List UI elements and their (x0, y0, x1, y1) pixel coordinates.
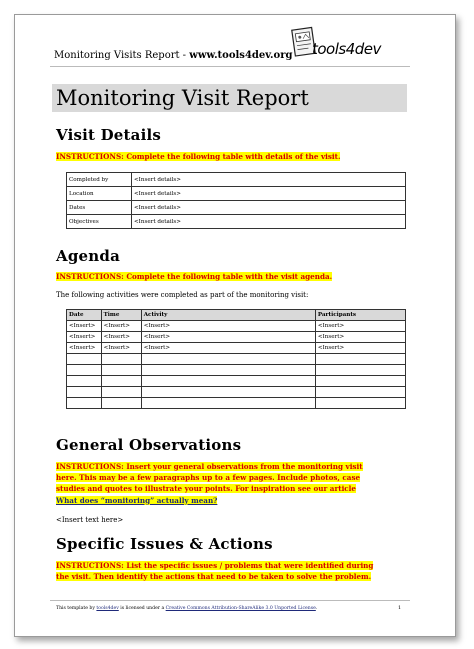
agenda-cell[interactable]: <Insert> (141, 321, 315, 332)
visit-details-value[interactable]: <Insert details> (132, 187, 406, 201)
specific-issues-instructions: INSTRUCTIONS: List the specific issues / problems that were identified during the visit. Then identify the actions that need to be taken to solve the problem. (56, 561, 374, 582)
agenda-cell[interactable] (67, 354, 102, 365)
agenda-cell[interactable] (67, 376, 102, 387)
monitoring-article-link[interactable]: What does “monitoring” actually mean? (56, 495, 218, 505)
header-text: Monitoring Visits Report - (54, 50, 190, 61)
agenda-column-header: Time (101, 310, 141, 321)
footer-site-link[interactable]: tools4dev (96, 606, 119, 611)
visit-details-label: Location (67, 187, 132, 201)
agenda-cell[interactable]: <Insert> (101, 321, 141, 332)
general-observations-instructions: INSTRUCTIONS: Insert your general observations from the monitoring visit here. This may be a few paragraphs up to a few pages. Include photos, case studies and quotes to illustrate your points. For inspiration see our article What does “monitoring” actually mean? (56, 462, 363, 505)
agenda-cell[interactable]: <Insert> (315, 332, 405, 343)
agenda-cell[interactable] (101, 354, 141, 365)
agenda-row (67, 332, 406, 343)
page-title: Monitoring Visit Report (56, 86, 309, 110)
agenda-cell[interactable] (141, 376, 315, 387)
visit-details-row (67, 173, 406, 187)
footer-divider (50, 600, 410, 601)
header-site[interactable]: www.tools4dev.org (189, 50, 293, 61)
agenda-cell[interactable]: <Insert> (141, 332, 315, 343)
agenda-cell[interactable] (101, 398, 141, 409)
agenda-instructions: INSTRUCTIONS: Complete the following table with the visit agenda. (56, 272, 333, 281)
agenda-cell[interactable]: <Insert> (67, 332, 102, 343)
visit-details-row (67, 187, 406, 201)
visit-details-value[interactable]: <Insert details> (132, 201, 406, 215)
agenda-cell[interactable] (67, 398, 102, 409)
agenda-cell[interactable] (141, 365, 315, 376)
agenda-column-header: Date (67, 310, 102, 321)
page-header (54, 50, 292, 61)
agenda-cell[interactable] (315, 354, 405, 365)
agenda-cell[interactable]: <Insert> (101, 343, 141, 354)
agenda-row (67, 354, 406, 365)
footer: This template by tools4dev is licensed under a Creative Commons Attribution-ShareAlike 3.0 Unported License. (56, 606, 318, 611)
page-number: 1 (398, 605, 402, 611)
agenda-column-header: Activity (141, 310, 315, 321)
agenda-cell[interactable]: <Insert> (315, 321, 405, 332)
agenda-cell[interactable]: <Insert> (67, 343, 102, 354)
visit-details-label: Dates (67, 201, 132, 215)
agenda-row (67, 376, 406, 387)
agenda-row (67, 387, 406, 398)
agenda-cell[interactable] (101, 387, 141, 398)
agenda-cell[interactable] (141, 354, 315, 365)
agenda-intro: The following activities were completed as part of the monitoring visit: (56, 291, 309, 299)
visit-details-table (66, 172, 406, 229)
agenda-cell[interactable]: <Insert> (141, 343, 315, 354)
agenda-cell[interactable]: <Insert> (101, 332, 141, 343)
visit-details-row (67, 215, 406, 229)
agenda-heading: Agenda (56, 247, 120, 265)
visit-details-label: Completed by (67, 173, 132, 187)
agenda-cell[interactable] (141, 387, 315, 398)
specific-issues-heading: Specific Issues & Actions (56, 535, 273, 553)
agenda-row (67, 343, 406, 354)
agenda-cell[interactable] (315, 376, 405, 387)
visit-details-value[interactable]: <Insert details> (132, 215, 406, 229)
agenda-cell[interactable] (315, 398, 405, 409)
footer-license-link[interactable]: Creative Commons Attribution-ShareAlike 3.0 Unported License (165, 606, 316, 611)
agenda-cell[interactable] (67, 387, 102, 398)
agenda-cell[interactable] (315, 387, 405, 398)
agenda-table (66, 309, 406, 409)
visit-details-label: Objectives (67, 215, 132, 229)
visit-details-heading: Visit Details (56, 126, 162, 144)
agenda-cell[interactable] (101, 365, 141, 376)
general-observations-heading: General Observations (56, 436, 242, 454)
agenda-row (67, 398, 406, 409)
observations-placeholder: <Insert text here> (56, 516, 124, 524)
agenda-cell[interactable] (315, 365, 405, 376)
logo-text: tools4dev (312, 40, 381, 58)
header-divider (50, 66, 410, 67)
agenda-cell[interactable] (101, 376, 141, 387)
agenda-row (67, 321, 406, 332)
agenda-row (67, 365, 406, 376)
agenda-cell[interactable]: <Insert> (67, 321, 102, 332)
visit-details-value[interactable]: <Insert details> (132, 173, 406, 187)
agenda-cell[interactable] (67, 365, 102, 376)
agenda-column-header: Participants (315, 310, 405, 321)
visit-details-instructions: INSTRUCTIONS: Complete the following table with details of the visit. (56, 152, 341, 161)
visit-details-row (67, 201, 406, 215)
agenda-cell[interactable]: <Insert> (315, 343, 405, 354)
agenda-cell[interactable] (141, 398, 315, 409)
